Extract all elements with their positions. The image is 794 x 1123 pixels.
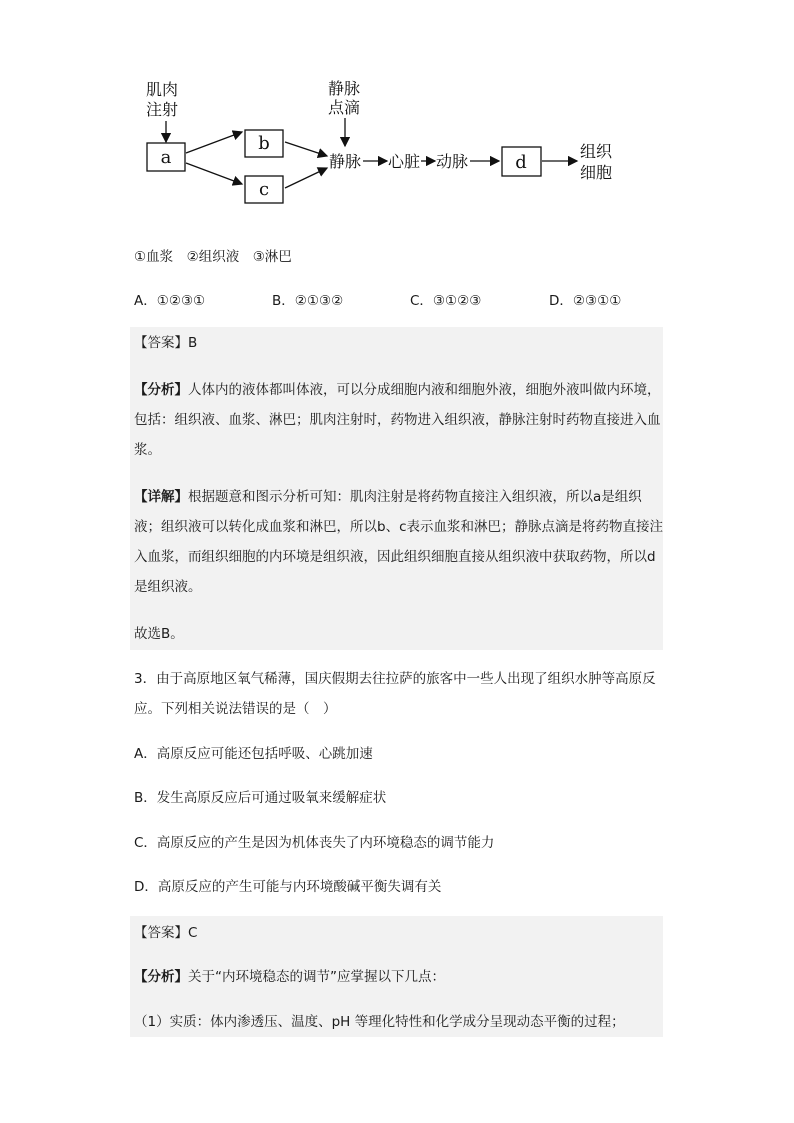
label-tissue-cell-2: 细胞 xyxy=(580,163,613,182)
legend-line: ①血浆 ②组织液 ③淋巴 xyxy=(134,249,292,265)
arrow-c-to-vein xyxy=(285,168,327,188)
q3-option-d: D．高原反应的产生可能与内环境酸碱平衡失调有关 xyxy=(134,879,442,895)
q2-detail-text: 根据题意和图示分析可知：肌肉注射是将药物直接注入组织液，所以a是组织液；组织液可以转化成血浆和淋巴，所以b、c表示血浆和淋巴；静脉点滴是将药物直接注入血浆，而组织细胞的内环境是组织液，因此组织细胞直接从组织液中获取药物，所以d是组织液。 xyxy=(134,489,663,595)
q3-option-b: B．发生高原反应后可通过吸氧来缓解症状 xyxy=(134,790,387,806)
q2-detail-tag: 【详解】 xyxy=(134,489,188,505)
label-iv-drip-2: 点滴 xyxy=(328,98,361,117)
q2-conclusion: 故选B。 xyxy=(134,626,184,642)
q2-analysis xyxy=(134,375,664,465)
flow-diagram xyxy=(0,0,794,230)
arrow-a-to-c xyxy=(186,163,242,184)
q3-analysis xyxy=(134,967,445,987)
box-b-label: b xyxy=(258,133,270,154)
label-vein: 静脉 xyxy=(329,152,362,171)
q3-stem: 3．由于高原地区氧气稀薄，国庆假期去往拉萨的旅客中一些人出现了组织水肿等高原反应。下列相关说法错误的是（ ） xyxy=(134,671,656,717)
box-d-label: d xyxy=(515,152,527,173)
label-heart: 心脏 xyxy=(388,152,421,171)
q2-option-a: A．①②③① xyxy=(134,293,206,309)
label-muscle-inject-2: 注射 xyxy=(146,100,179,119)
q3-analysis-tag: 【分析】 xyxy=(134,969,188,985)
label-artery: 动脉 xyxy=(436,152,469,171)
box-a-label: a xyxy=(160,147,172,168)
q3-option-c: C．高原反应的产生是因为机体丧失了内环境稳态的调节能力 xyxy=(134,835,495,851)
q2-option-c: C．③①②③ xyxy=(410,293,482,309)
q2-option-b: B．②①③② xyxy=(272,293,344,309)
q2-detail xyxy=(134,482,664,602)
q3-answer: 【答案】C xyxy=(134,925,198,941)
label-tissue-cell-1: 组织 xyxy=(580,142,613,161)
box-c-label: c xyxy=(258,179,270,200)
q2-analysis-text: 人体内的液体都叫体液，可以分成细胞内液和细胞外液，细胞外液叫做内环境，包括：组织液、血浆、淋巴；肌肉注射时，药物进入组织液，静脉注射时药物直接进入血浆。 xyxy=(134,382,661,458)
q3-analysis-text: 关于“内环境稳态的调节”应掌握以下几点： xyxy=(188,969,445,985)
q2-option-d: D．②③①① xyxy=(549,293,622,309)
q3-option-a: A．高原反应可能还包括呼吸、心跳加速 xyxy=(134,746,373,762)
q2-answer: 【答案】B xyxy=(134,335,198,351)
q3-point-1: （1）实质：体内渗透压、温度、pH 等理化特性和化学成分呈现动态平衡的过程； xyxy=(134,1014,625,1030)
q2-analysis-tag: 【分析】 xyxy=(134,382,188,398)
label-iv-drip-1: 静脉 xyxy=(328,79,361,98)
arrow-a-to-b xyxy=(186,132,242,153)
arrow-b-to-vein xyxy=(285,142,327,156)
label-muscle-inject-1: 肌肉 xyxy=(146,80,179,99)
